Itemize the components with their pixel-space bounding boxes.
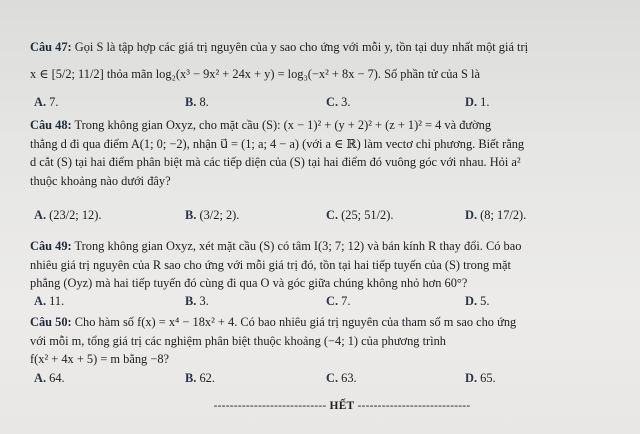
answer-text: 64. [49,371,65,385]
answer-48-b [185,206,239,225]
question-49-number: Câu 49: [30,239,72,253]
question-49-text-1: Trong không gian Oxyz, xét mặt cầu (S) có tâm I(3; 7; 12) và bán kính R thay đổi. Có bao [74,239,522,253]
question-48-text-3: d cắt (S) tại hai điểm phân biệt mà các tiếp diện của (S) tại hai điểm đó vuông góc với nhau. Hỏi a² [30,155,521,169]
question-50-line-1 [30,313,626,332]
answer-label: D. [465,294,478,308]
answer-50-b [185,369,215,388]
answer-text: 5. [480,294,490,308]
answer-label: A. [34,95,47,109]
answer-label: C. [326,294,339,308]
answer-47-b [185,93,209,112]
question-47 [30,38,626,83]
question-48-text-4: thuộc khoảng nào dưới đây? [30,173,171,188]
answer-text: (25; 51/2). [341,208,394,222]
question-48-text-2: thẳng d đi qua điểm A(1; 0; −2), nhận u⃗ = (1; a; 4 − a) (với a ∈ ℝ) làm vectơ chỉ phương. Biết rằng [30,136,525,151]
answer-label: D. [465,371,478,385]
answer-text: (8; 17/2). [480,208,527,222]
answer-49-c [326,292,350,311]
answer-text: 3. [341,95,351,109]
answer-label: A. [34,371,47,385]
question-50-number: Câu 50: [30,315,72,329]
answer-text: 11. [49,294,65,308]
answer-text: 65. [480,371,496,385]
answer-49-b [185,292,209,311]
question-47-text-1: Gọi S là tập hợp các giá trị nguyên của y sao cho ứng với mỗi y, tồn tại duy nhất một giá trị [74,40,529,54]
answer-label: C. [326,208,339,222]
answer-text: 1. [480,95,490,109]
question-50 [30,313,626,369]
question-50-text-2: với mỗi m, tổng giá trị các nghiệm phân biệt thuộc khoảng (−4; 1) của phương trình [30,333,446,348]
answer-label: B. [185,371,197,385]
answer-50-c [326,369,357,388]
question-49-line-1 [30,237,626,256]
answer-text: (3/2; 2). [199,208,240,222]
answer-48-d [465,206,526,225]
question-47-line-1 [30,38,626,57]
answer-49-d [465,292,489,311]
question-49-text-3: phẳng (Oyz) mà hai tiếp tuyến đó cùng đi qua O và góc giữa chúng không nhỏ hơn 60°? [30,276,468,290]
answer-label: C. [326,371,339,385]
answer-text: 3. [199,294,209,308]
answer-48-a [34,206,101,225]
question-50-text-3: f(x² + 4x + 5) = m bằng −8? [30,352,170,366]
answer-text: 8. [199,95,209,109]
end-marker [172,397,512,416]
answer-47-c [326,93,350,112]
question-50-text-1: Cho hàm số f(x) = x⁴ − 18x² + 4. Có bao nhiêu giá trị nguyên của tham số m sao cho ứng [74,315,517,329]
answer-50-d [465,369,496,388]
question-47-number: Câu 47: [30,40,72,54]
answer-50-a [34,369,65,388]
answer-48-c [326,206,393,225]
end-dashes-right: ---------------------------- [357,400,471,412]
question-49-text-2: nhiêu giá trị nguyên của R sao cho ứng với mỗi giá trị đó, tồn tại hai tiếp tuyến của (S) trong mặt [30,257,511,272]
answer-label: D. [465,95,478,109]
answer-47-a [34,93,58,112]
answer-text: 62. [199,371,215,385]
answer-label: D. [465,208,478,222]
answer-text: 7. [49,95,59,109]
question-48 [30,116,626,190]
end-dashes-left: ---------------------------- [213,400,327,412]
answer-label: A. [34,294,47,308]
question-49 [30,237,626,293]
answer-text: 63. [341,371,357,385]
end-text: HẾT [329,400,355,412]
answer-label: B. [185,294,197,308]
answer-label: B. [185,95,197,109]
question-48-text-1: Trong không gian Oxyz, cho mặt cầu (S): (x − 1)² + (y + 2)² + (z + 1)² = 4 và đường [74,118,492,132]
question-48-number: Câu 48: [30,118,72,132]
answer-text: 7. [341,294,351,308]
question-48-line-1 [30,116,626,135]
question-47-text-2: x ∈ [5/2; 11/2] thỏa mãn log₂(x³ − 9x² + 24x + y) = log₃(−x² + 8x − 7). Số phần tử của S là [30,66,480,81]
answer-47-d [465,93,489,112]
answer-text: (23/2; 12). [49,208,102,222]
answer-label: B. [185,208,197,222]
answer-label: C. [326,95,339,109]
answer-label: A. [34,208,47,222]
answer-49-a [34,292,64,311]
